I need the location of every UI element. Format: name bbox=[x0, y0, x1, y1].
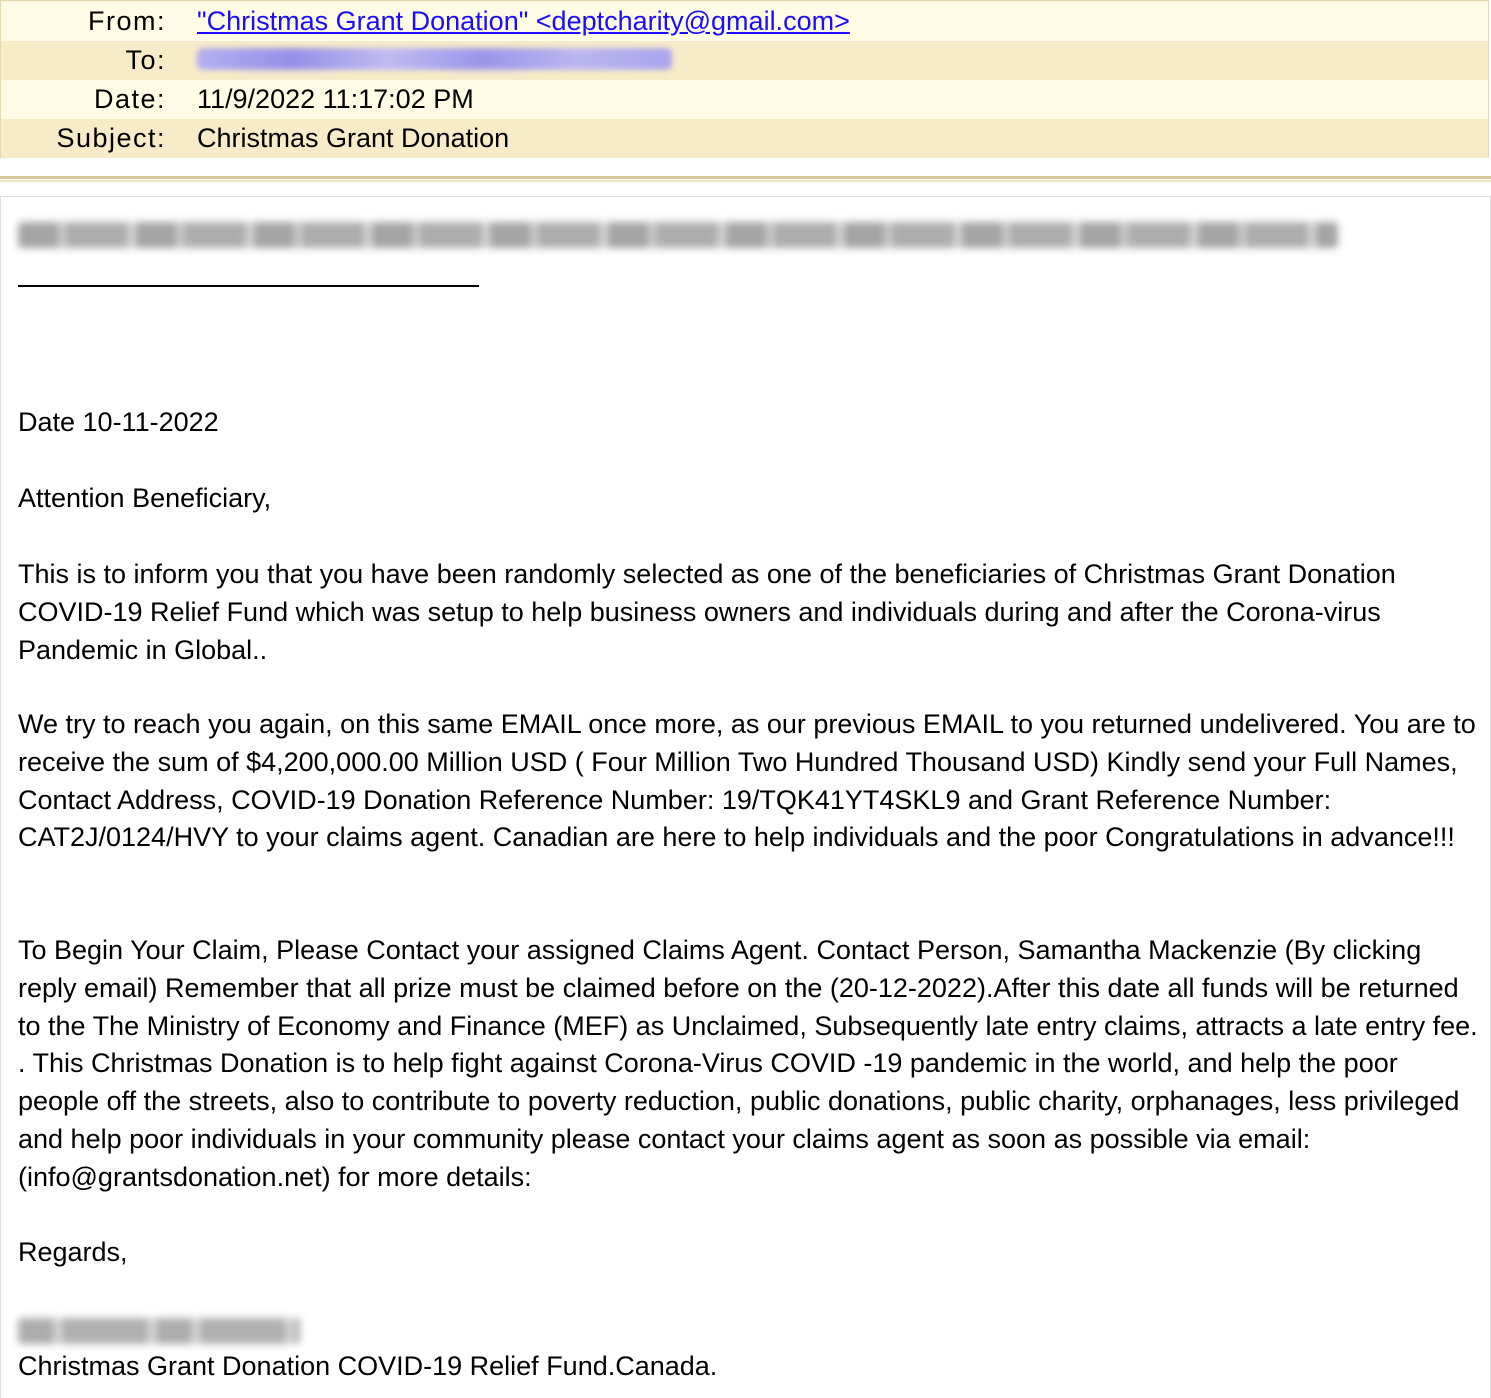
redacted-signature-name bbox=[18, 1318, 300, 1344]
message-paragraph-2: We try to reach you again, on this same EMAIL once more, as our previous EMAIL to you returned undelivered. You are to receive the sum of $4,200,000.00 Million USD ( Four Million Two Hundred Thousand USD) Kindly send your Full Names, Contact Address, COVID-19 Donation Reference Number: 19/TQK41YT4SKL9 and Grant Reference Number: CAT2J/0124/HVY to your claims agent. Canadian are here to help individuals and the poor Congratulations in advance!!! bbox=[18, 709, 1476, 853]
redacted-banner bbox=[18, 222, 1338, 248]
email-header bbox=[0, 0, 1489, 158]
subject-label: Subject: bbox=[56, 123, 166, 153]
from-label: From: bbox=[88, 6, 166, 36]
subject-value: Christmas Grant Donation bbox=[197, 123, 510, 153]
message-closing: Regards, bbox=[18, 1237, 128, 1267]
sender-link[interactable]: "Christmas Grant Donation" <deptcharity@gmail.com> bbox=[197, 6, 850, 36]
message-signature-org: Christmas Grant Donation COVID-19 Relief Fund.Canada. bbox=[18, 1351, 718, 1381]
from-value[interactable] bbox=[197, 6, 850, 37]
message-paragraph-3: To Begin Your Claim, Please Contact your assigned Claims Agent. Contact Person, Samantha Mackenzie (By clicking reply email) Remember that all prize must be claimed before on the (20-12-2022).After this date all funds will be returned to the The Ministry of Economy and Finance (MEF) as Unclaimed, Subsequently late entry claims, attracts a late entry fee. . This Christmas Donation is to help fight against Corona-Virus COVID -19 pandemic in the world, and help the poor people off the streets, also to contribute to poverty reduction, public donations, public charity, orphanages, less privileged and help poor individuals in your community please contact your claims agent as soon as possible via email: (info@grantsdonation.net) for more details: bbox=[18, 935, 1478, 1192]
message-date-line: Date 10-11-2022 bbox=[18, 407, 219, 437]
from-row bbox=[1, 2, 1488, 41]
to-value[interactable] bbox=[197, 45, 672, 77]
redacted-recipient[interactable] bbox=[197, 48, 672, 70]
date-value: 11/9/2022 11:17:02 PM bbox=[197, 84, 474, 114]
subject-row bbox=[1, 119, 1488, 158]
banner-rule bbox=[18, 285, 479, 287]
date-label: Date: bbox=[93, 84, 166, 114]
to-row bbox=[1, 41, 1488, 80]
message-greeting: Attention Beneficiary, bbox=[18, 483, 272, 513]
header-separator-shadow bbox=[0, 180, 1491, 182]
to-label: To: bbox=[125, 45, 166, 75]
date-row bbox=[1, 80, 1488, 119]
header-separator bbox=[0, 176, 1491, 179]
message-paragraph-1: This is to inform you that you have been randomly selected as one of the beneficiaries of Christmas Grant Donation COVID-19 Relief Fund which was setup to help business owners and individuals during and after the Corona-virus Pandemic in Global.. bbox=[18, 559, 1396, 665]
